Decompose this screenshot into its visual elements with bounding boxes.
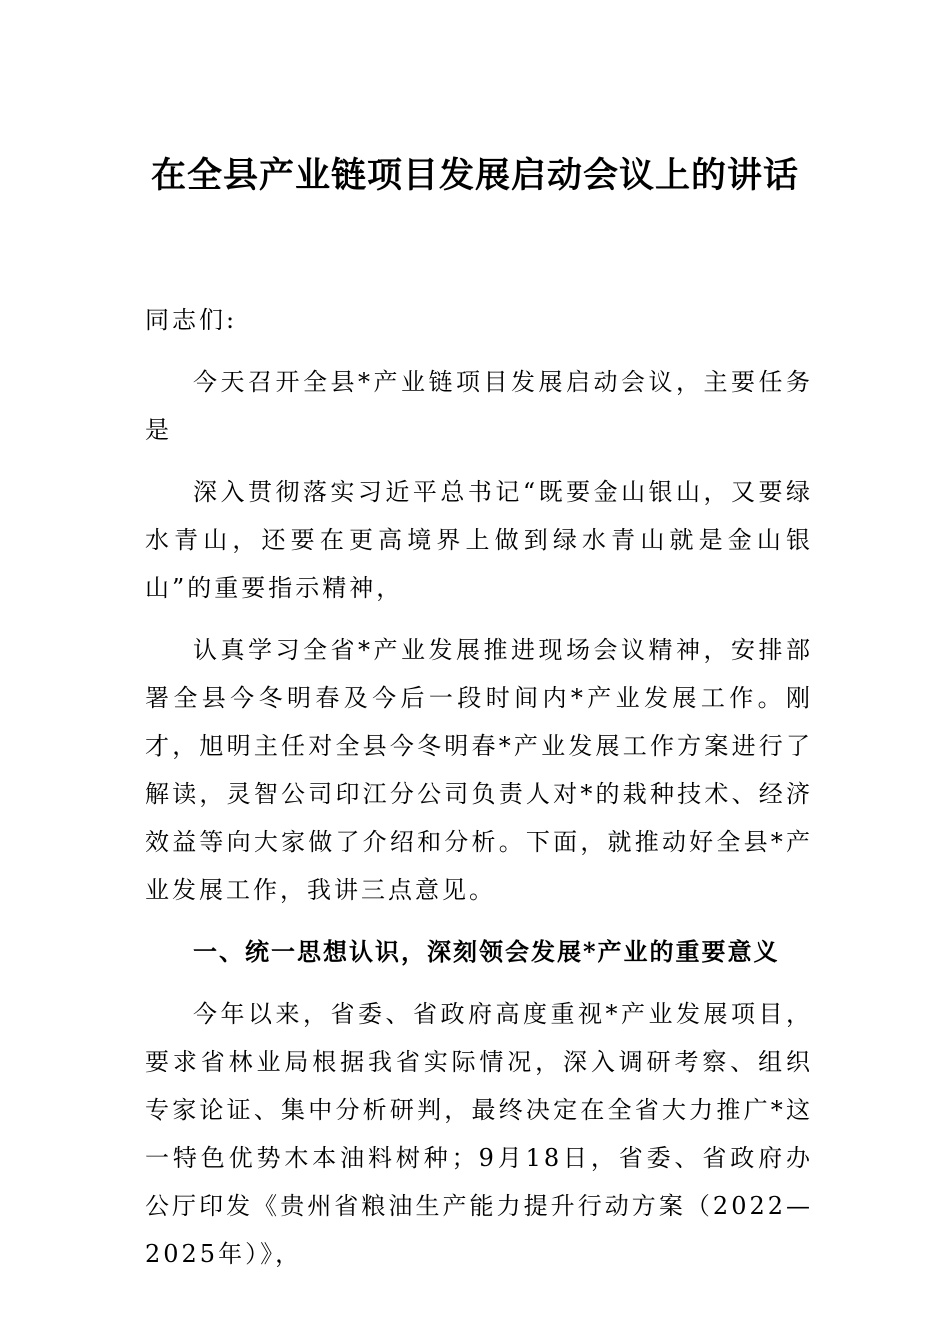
document-title: 在全县产业链项目发展启动会议上的讲话 <box>150 155 799 196</box>
paragraph-3: 认真学习全省*产业发展推进现场会议精神，安排部署全县今冬明春及今后一段时间内*产业发展工作。刚才，旭明主任对全县今冬明春*产业发展工作方案进行了解读，灵智公司印江分公司负责人对*的栽种技术、经济效益等向大家做了介绍和分析。下面，就推动好全县*产业发展工作，我讲三点意见。 <box>145 636 813 904</box>
paragraph-1: 今天召开全县*产业链项目发展启动会议，主要任务是 <box>145 368 813 444</box>
document-body <box>145 296 813 1278</box>
paragraph-2: 深入贯彻落实习近平总书记“既要金山银山，又要绿水青山，还要在更高境界上做到绿水青山就是金山银山”的重要指示精神， <box>145 478 813 602</box>
section-heading-1: 一、统一思想认识，深刻领会发展*产业的重要意义 <box>193 937 780 966</box>
salutation: 同志们: <box>145 306 238 334</box>
section-1-paragraph-1: 今年以来，省委、省政府高度重视*产业发展项目，要求省林业局根据我省实际情况，深入调研考察、组织专家论证、集中分析研判，最终决定在全省大力推广*这一特色优势木本油料树种；9月18日，省委、省政府办公厅印发《贵州省粮油生产能力提升行动方案（2022—2025年）》， <box>145 1000 813 1268</box>
